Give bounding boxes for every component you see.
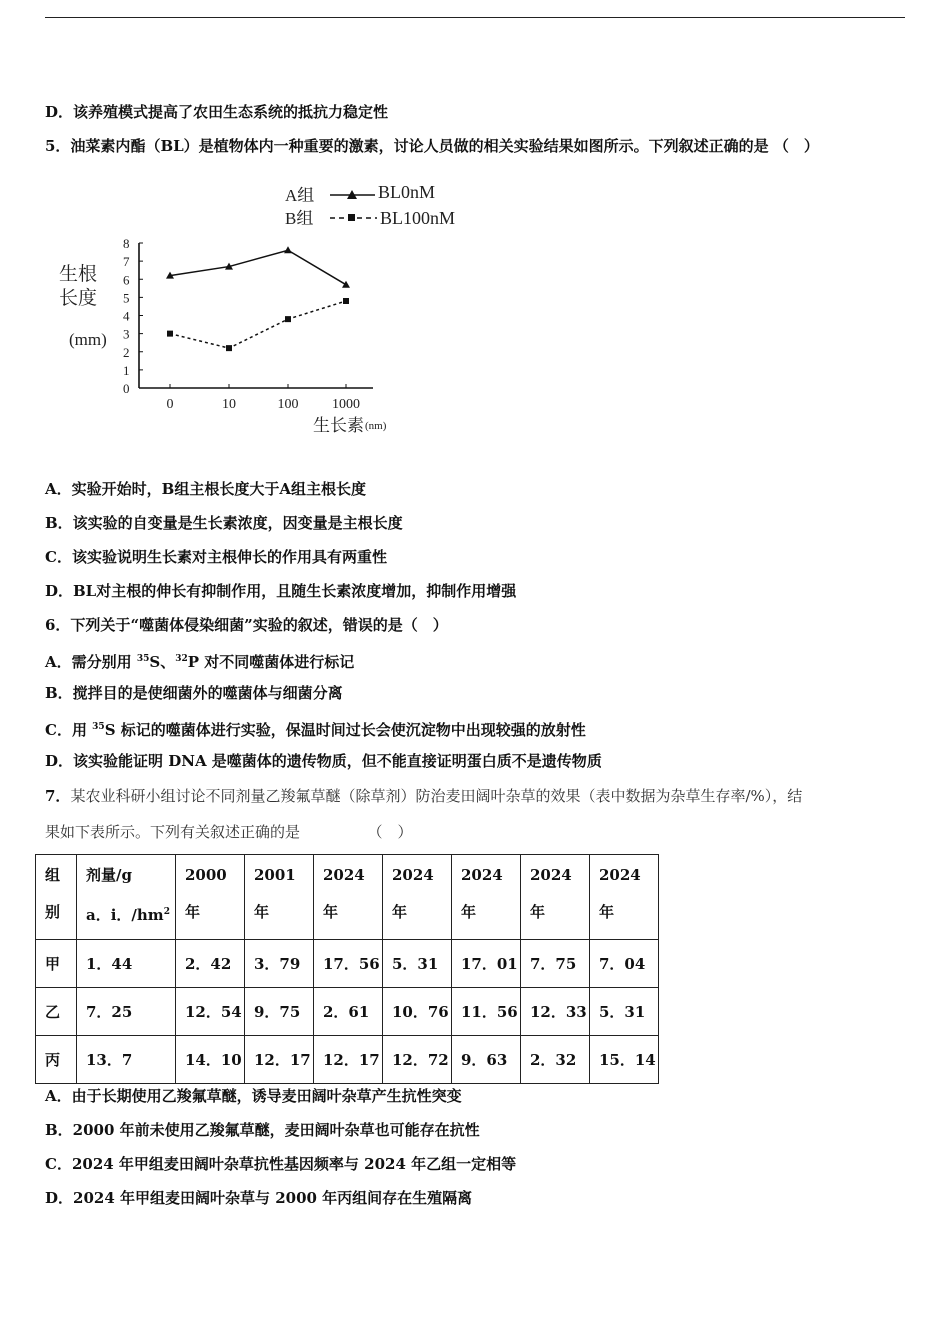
q5-option-a: A．实验开始时，B组主根长度大于A组主根长度: [45, 480, 366, 498]
legend-b-group: B组: [285, 209, 314, 228]
y-tick-labels: [123, 236, 130, 396]
q5-option-b: B．该实验的自变量是生长素浓度，因变量是主根长度: [45, 514, 403, 532]
x-tick-label: 1000: [332, 397, 360, 412]
y-label-line2: 长度: [59, 288, 98, 309]
header-year: 2024 年: [521, 855, 590, 940]
chart-series: [166, 246, 350, 351]
header-year: 2000 年: [176, 855, 245, 940]
q7-option-b: B．2000 年前未使用乙羧氟草醚，麦田阔叶杂草也可能存在抗性: [45, 1121, 480, 1139]
top-rule: [45, 17, 905, 18]
header-year: 2024 年: [383, 855, 452, 940]
q5-option-c: C．该实验说明生长素对主根伸长的作用具有两重性: [45, 548, 387, 566]
header-group: 组 别: [36, 855, 77, 940]
x-label-unit: (nm): [365, 420, 387, 432]
q7-stem-line2: 果如下表所示。下列有关叙述正确的是 （ ）: [45, 823, 413, 841]
x-tick-label: 0: [166, 397, 174, 412]
data-point: [285, 316, 291, 322]
y-label-line1: 生根: [59, 264, 98, 285]
table-header-row: [36, 855, 659, 940]
data-point: [226, 345, 232, 351]
data-point: [167, 331, 173, 337]
legend-a-group: A组: [285, 186, 315, 205]
y-tick-label: 4: [123, 308, 130, 324]
y-tick-label: 1: [123, 362, 130, 378]
header-year: 2024 年: [314, 855, 383, 940]
x-tick-labels: [167, 397, 361, 412]
q6-option-d: D．该实验能证明 DNA 是噬菌体的遗传物质，但不能直接证明蛋白质不是遗传物质: [45, 752, 602, 770]
q6-option-b: B．搅拌目的是使细菌外的噬菌体与细菌分离: [45, 684, 343, 702]
q6-stem: 6．下列关于“噬菌体侵染细菌”实验的叙述，错误的是（ ）: [45, 616, 448, 634]
legend-b-name: BL100nM: [380, 208, 456, 228]
header-year: 2024 年: [590, 855, 659, 940]
x-tick-label: 100: [277, 397, 299, 412]
q7-option-d: D．2024 年甲组麦田阔叶杂草与 2000 年丙组间存在生殖隔离: [45, 1189, 473, 1207]
series-line-BL100nM: [170, 301, 346, 348]
data-point: [343, 298, 349, 304]
q5-stem: 5．油菜素内酯（BL）是植物体内一种重要的激素，讨论人员做的相关实验结果如图所示。下列叙述正确的是 （ ）: [45, 137, 819, 155]
y-tick-label: 2: [123, 344, 130, 360]
y-tick-label: 8: [123, 236, 130, 251]
series-line-BL0nM: [170, 250, 346, 284]
y-tick-label: 7: [123, 254, 130, 270]
q7-option-a: A．由于长期使用乙羧氟草醚，诱导麦田阔叶杂草产生抗性突变: [45, 1087, 462, 1105]
x-label: 生长素: [313, 416, 364, 435]
table-row: 乙 7．25 12．54 9．75 2．61 10．76 11．56 12．33 5．31: [36, 988, 659, 1036]
herbicide-table: [35, 854, 659, 1084]
y-tick-label: 3: [123, 326, 130, 342]
q6-option-c: C．用 $^{35}$S 标记的噬菌体进行实验，保温时间过长会使沉淀物中出现较强的放射性: [45, 721, 586, 739]
header-dose: 剂量/g a．i．$/hm^2$: [77, 855, 176, 940]
q7-stem-line1: 7．某农业科研小组讨论不同剂量乙羧氟草醚（除草剂）防治麦田阔叶杂草的效果（表中数据为杂草生存率/%），结: [45, 787, 803, 805]
q7-option-c: C．2024 年甲组麦田阔叶杂草抗性基因频率与 2024 年乙组一定相等: [45, 1155, 517, 1173]
data-point: [284, 246, 292, 253]
legend-b-marker: [348, 214, 355, 221]
chart-axes: [139, 243, 373, 388]
header-year: 2024 年: [452, 855, 521, 940]
legend-a-name: BL0nM: [378, 182, 436, 202]
y-tick-label: 5: [123, 290, 130, 306]
q6-option-a: A．需分别用 $^{35}$S、$^{32}$P 对不同噬菌体进行标记: [45, 653, 355, 671]
data-point: [342, 281, 350, 288]
x-tick-label: 10: [222, 397, 236, 412]
header-year: 2001 年: [245, 855, 314, 940]
table-row: 丙 13．7 14．10 12．17 12．17 12．72 9．63 2．32 15．14: [36, 1036, 659, 1084]
y-label-line3: (mm): [69, 330, 107, 349]
root-length-chart: [55, 170, 485, 440]
y-tick-label: 0: [123, 381, 130, 396]
table-row: 甲 1．44 2．42 3．79 17．56 5．31 17．01 7．75 7．04: [36, 940, 659, 988]
q5-option-d: D．BL对主根的伸长有抑制作用，且随生长素浓度增加，抑制作用增强: [45, 582, 517, 600]
y-tick-label: 6: [123, 272, 130, 288]
q4-option-d: D．该养殖模式提高了农田生态系统的抵抗力稳定性: [45, 103, 389, 121]
